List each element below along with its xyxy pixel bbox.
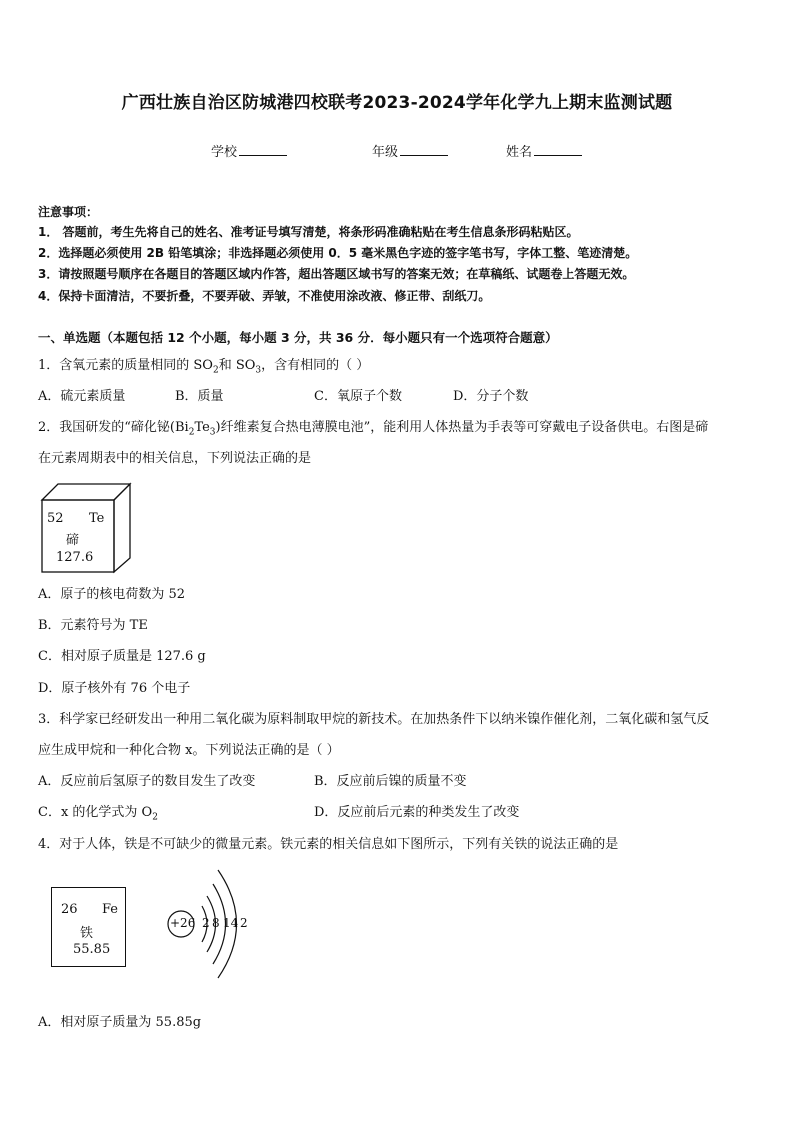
name-label: 姓名 [506,145,533,160]
q1-stem [38,354,369,376]
fe-nucleus-charge: +26 [170,916,196,930]
te-name: 碲 [66,533,80,548]
q1-option-a[interactable]: A．硫元素质量 [38,389,126,404]
q1-stem-part1: 1．含氧元素的质量相同的 SO [38,358,213,373]
q1-stem-part2: 和 SO [218,358,256,373]
q1-stem-part3: ，含有相同的（ ） [261,358,370,373]
q1-sub1: 2 [212,365,219,376]
notice-item-2: 2．选择题必须使用 2B 铅笔填涂；非选择题必须使用 0．5 毫米黑色字迹的签字笔书写，字体工整、笔迹清楚。 [38,246,638,260]
notice-item-3: 3．请按照题号顺序在各题目的答题区域内作答，超出答题区域书写的答案无效；在草稿纸、试题卷上答题无效。 [38,267,635,281]
q2-sub2: 3 [209,427,216,438]
q2-option-b[interactable]: B．元素符号为 TE [38,618,148,633]
q3-option-d[interactable]: D．反应前后元素的种类发生了改变 [314,805,520,820]
fe-name: 铁 [80,926,94,941]
section-heading: 一、单选题（本题包括 12 个小题，每小题 3 分，共 36 分．每小题只有一个选项符合题意） [38,330,558,345]
q3-stem-line2: 应生成甲烷和一种化合物 x。下列说法正确的是（ ） [38,743,340,758]
fe-mass: 55.85 [73,942,111,957]
grade-blank[interactable] [400,143,448,156]
q4-stem: 4．对于人体，铁是不可缺少的微量元素。铁元素的相关信息如下图所示，下列有关铁的说法正确的是 [38,837,619,852]
school-field[interactable] [211,141,287,160]
notice-heading: 注意事项： [38,205,99,219]
fe-shell-1: 2 [202,916,210,930]
q3-option-c-text: C．x 的化学式为 O [38,805,153,820]
q2-option-a[interactable]: A．原子的核电荷数为 52 [38,587,186,602]
grade-field[interactable] [372,141,448,160]
q2-stem-line2: 在元素周期表中的相关信息，下列说法正确的是 [38,451,312,466]
grade-label: 年级 [372,145,399,160]
notice-item-1: 1． 答题前，考生先将自己的姓名、准考证号填写清楚，将条形码准确粘贴在考生信息条形码粘贴区。 [38,225,579,239]
q3-option-c[interactable] [38,801,158,823]
q3-option-b[interactable]: B．反应前后镍的质量不变 [314,774,467,789]
q3-stem-line1: 3．科学家已经研发出一种用二氧化碳为原料制取甲烷的新技术。在加热条件下以纳米镍作催化剂，二氧化碳和氢气反 [38,712,710,727]
q2-stem-part1: 2．我国研发的“碲化铋(Bi [38,420,189,435]
fe-shell-2: 8 [212,916,220,930]
name-blank[interactable] [534,143,582,156]
te-mass: 127.6 [56,550,94,565]
q1-option-b[interactable]: B．质量 [175,389,224,404]
q3-option-c-sub: 2 [152,812,158,823]
q1-option-d[interactable]: D．分子个数 [453,389,529,404]
q2-stem-line1 [38,416,708,438]
q2-option-c[interactable]: C．相对原子质量是 127.6 g [38,649,206,664]
te-symbol: Te [89,511,105,526]
q1-sub2: 3 [255,365,262,376]
fe-shell-4: 2 [240,916,248,930]
fe-symbol: Fe [102,902,119,917]
q2-option-d[interactable]: D．原子核外有 76 个电子 [38,681,191,696]
q2-stem-part2: Te [194,420,210,435]
page-title: 广西壮族自治区防城港四校联考2023-2024学年化学九上期末监测试题 [121,93,673,113]
q2-stem-part3: )纤维素复合热电薄膜电池”，能利用人体热量为手表等可穿戴电子设备供电。右图是碲 [215,420,709,435]
school-label: 学校 [211,145,238,160]
notice-item-4: 4．保持卡面清洁，不要折叠，不要弄破、弄皱，不准使用涂改液、修正带、刮纸刀。 [38,289,491,303]
q2-sub1: 2 [188,427,195,438]
school-blank[interactable] [239,143,287,156]
te-atomic-number: 52 [47,511,64,526]
q4-option-a[interactable]: A．相对原子质量为 55.85g [38,1015,202,1030]
fe-atomic-number: 26 [61,902,78,917]
q1-option-c[interactable]: C．氧原子个数 [314,389,402,404]
q3-option-a[interactable]: A．反应前后氢原子的数目发生了改变 [38,774,256,789]
name-field[interactable] [506,141,582,160]
fe-shell-3: 14 [223,916,239,930]
